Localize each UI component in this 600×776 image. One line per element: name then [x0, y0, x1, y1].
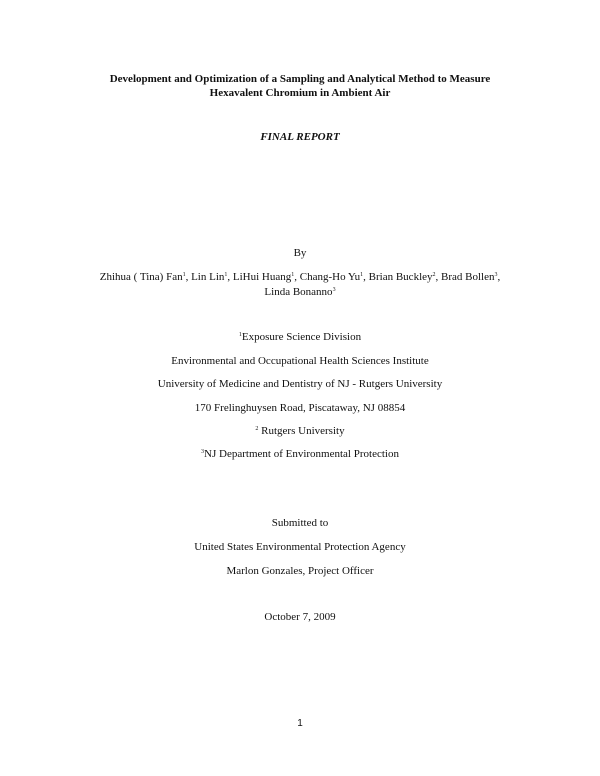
- author-list: [0, 270, 600, 300]
- affiliation-mark: 3: [201, 449, 205, 455]
- report-type: FINAL REPORT: [260, 131, 340, 143]
- author-separator: ,: [363, 271, 369, 283]
- report-title-line-2: Hexavalent Chromium in Ambient Air: [209, 87, 391, 99]
- author-affiliation-mark: 1: [182, 272, 186, 278]
- submitted-to-label: Submitted to: [271, 517, 329, 529]
- author-name: Brian Buckley: [368, 271, 433, 283]
- author-affiliation-mark: 2: [432, 272, 436, 278]
- author-name: Linda Bonanno: [264, 286, 333, 298]
- author-name: Brad Bollen: [441, 271, 495, 283]
- author-line-1: [0, 270, 600, 285]
- report-title-line-1: Development and Optimization of a Sampling and Analytical Method to Measure: [109, 73, 491, 85]
- report-title: [0, 72, 600, 100]
- affiliation-text: NJ Department of Environmental Protection: [204, 448, 399, 460]
- affiliation-university: University of Medicine and Dentistry of NJ - Rutgers University: [157, 378, 443, 390]
- page-number: 1: [297, 718, 303, 729]
- author-line-2: [0, 285, 600, 300]
- affiliation-address: 170 Frelinghuysen Road, Piscataway, NJ 08854: [194, 402, 406, 414]
- author-separator: ,: [185, 271, 192, 283]
- author-affiliation-mark: 3: [494, 272, 498, 278]
- author-separator: ,: [435, 271, 442, 283]
- author-name: Lin Lin: [191, 271, 225, 283]
- author-name: Zhihua ( Tina) Fan: [99, 271, 183, 283]
- affiliation-mark: 1: [238, 332, 242, 338]
- author-name: LiHui Huang: [232, 271, 292, 283]
- affiliation-text: Exposure Science Division: [241, 331, 362, 343]
- author-separator: ,: [294, 271, 300, 283]
- affiliation-institute: Environmental and Occupational Health Sciences Institute: [171, 355, 429, 367]
- affiliation-text: Rutgers University: [258, 425, 345, 437]
- author-affiliation-mark: 1: [360, 272, 364, 278]
- author-separator: ,: [497, 271, 501, 283]
- by-label: By: [293, 247, 307, 259]
- author-affiliation-mark: 1: [291, 272, 295, 278]
- submitted-agency: United States Environmental Protection Agency: [194, 541, 406, 553]
- author-affiliation-mark: 1: [224, 272, 228, 278]
- author-affiliation-mark: 3: [332, 287, 336, 293]
- affiliation-2: [0, 425, 600, 437]
- author-name: Chang-Ho Yu: [299, 271, 361, 283]
- project-officer: Marlon Gonzales, Project Officer: [226, 565, 374, 577]
- affiliation-3: [0, 448, 600, 460]
- report-date: October 7, 2009: [264, 611, 336, 623]
- affiliation-1: [0, 331, 600, 343]
- affiliation-mark: 2: [255, 426, 259, 432]
- author-separator: ,: [227, 271, 233, 283]
